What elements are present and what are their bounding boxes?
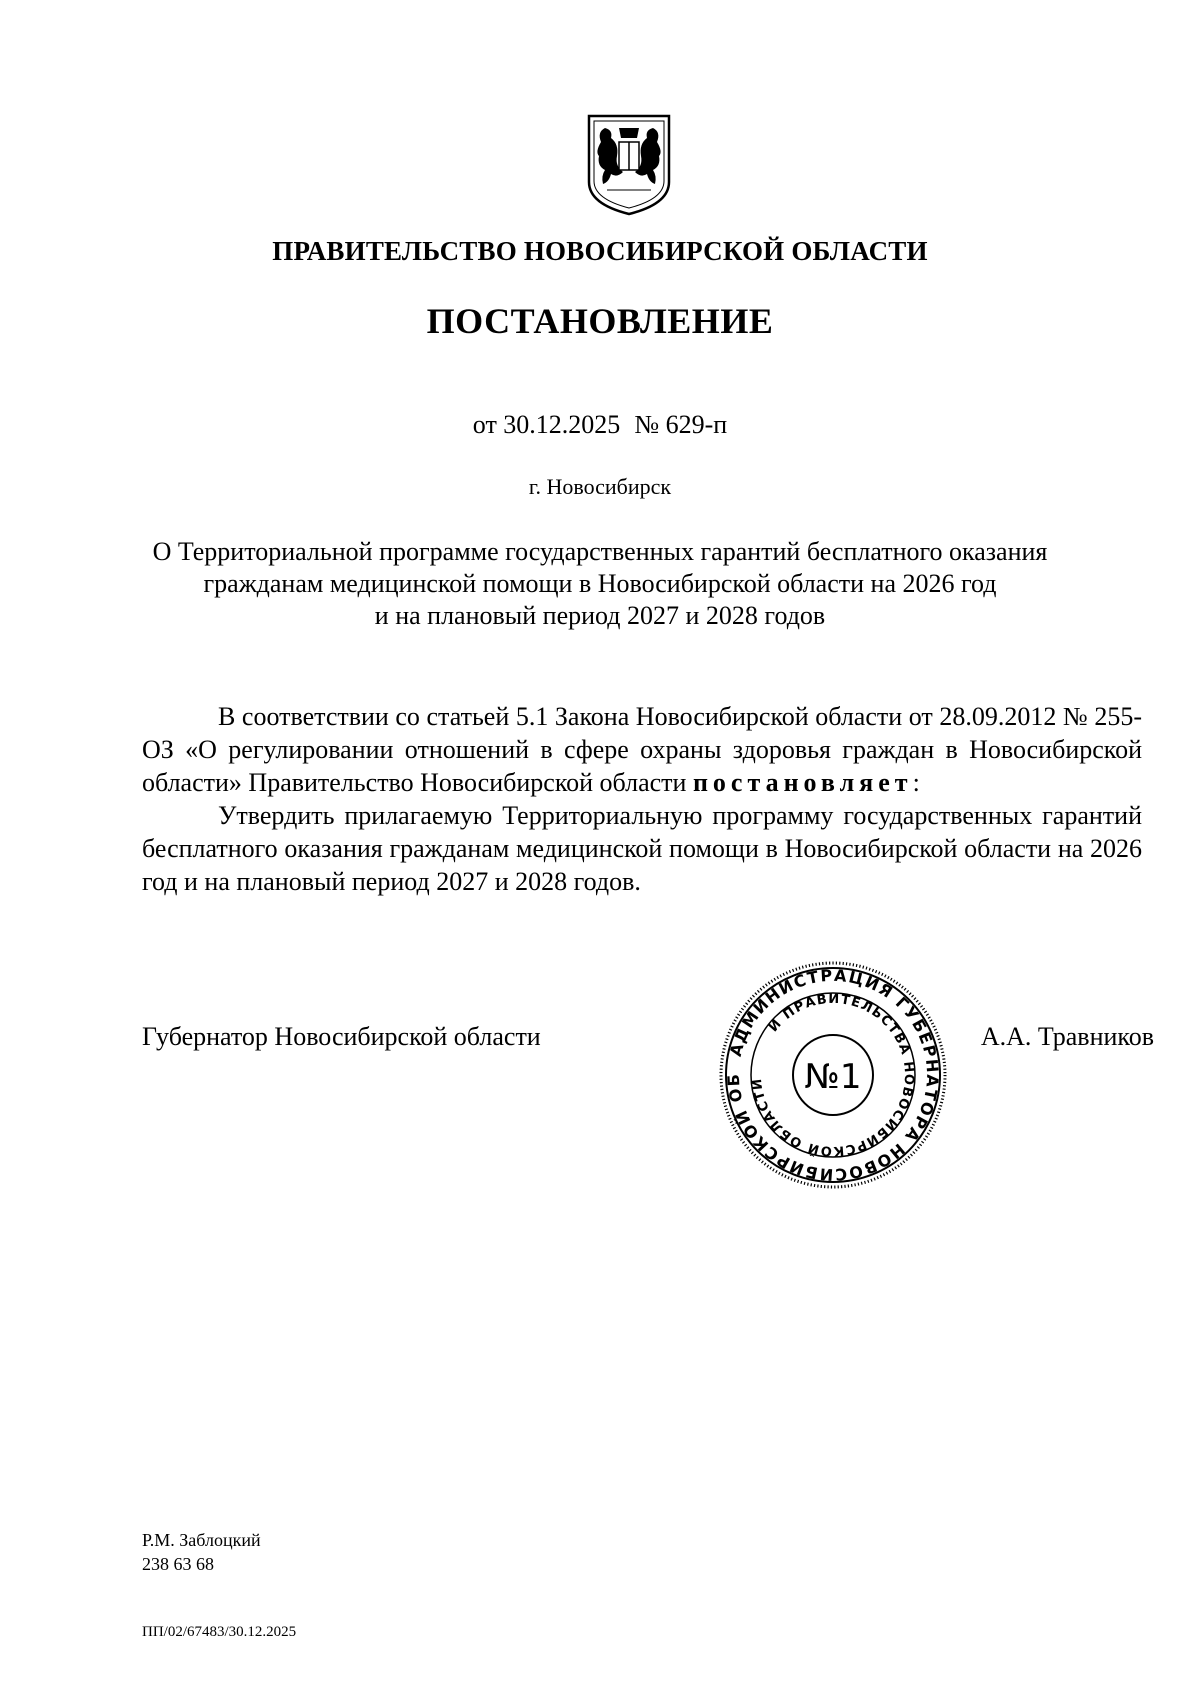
author-name: Р.М. Заблоцкий	[142, 1530, 261, 1550]
signatory-role: Губернатор Новосибирской области	[142, 1022, 541, 1051]
coat-of-arms-icon	[567, 112, 691, 216]
stamp-inner-text: И ПРАВИТЕЛЬСТВА НОВОСИБИРСКОЙ ОБЛАСТИ	[749, 991, 917, 1159]
date-number-line	[0, 410, 1200, 440]
stamp-center-text: №1	[804, 1057, 862, 1097]
decree-colon: :	[912, 768, 920, 797]
paragraph-text: В соответствии со статьей 5.1 Закона Новосибирской области от 28.09.2012 № 255-ОЗ «О регулировании отношений в сфере охраны здоровья граждан в Новосибирской области» Правительство Новосибирской области	[142, 702, 1142, 797]
document-body	[142, 700, 1142, 898]
document-author	[142, 1528, 261, 1576]
document-number: № 629-п	[634, 410, 728, 439]
stamp-outer-text: АДМИНИСТРАЦИЯ ГУБЕРНАТОРА НОВОСИБИРСКОЙ ОБ	[723, 965, 943, 1185]
document-subject	[0, 536, 1200, 632]
official-stamp	[718, 960, 948, 1190]
document-city: г. Новосибирск	[528, 474, 672, 499]
subject-line: и на плановый период 2027 и 2028 годов	[374, 601, 826, 630]
document-id: ПП/02/67483/30.12.2025	[142, 1624, 297, 1640]
body-paragraph	[142, 700, 1142, 799]
signatory-name: А.А. Травников	[980, 1022, 1154, 1051]
document-date: от 30.12.2025	[472, 410, 621, 439]
organization-title: ПРАВИТЕЛЬСТВО НОВОСИБИРСКОЙ ОБЛАСТИ	[272, 236, 928, 266]
subject-line: О Территориальной программе государственных гарантий бесплатного оказания	[152, 537, 1048, 566]
author-phone: 238 63 68	[142, 1554, 214, 1574]
document-type: ПОСТАНОВЛЕНИЕ	[426, 301, 774, 341]
body-paragraph: Утвердить прилагаемую Территориальную программу государственных гарантий бесплатного оказания гражданам медицинской помощи в Новосибирской области на 2026 год и на плановый период 2027 и 2028 годов.	[142, 801, 1142, 896]
decree-word: постановляет	[692, 768, 913, 797]
subject-line: гражданам медицинской помощи в Новосибирской области на 2026 год	[203, 569, 997, 598]
